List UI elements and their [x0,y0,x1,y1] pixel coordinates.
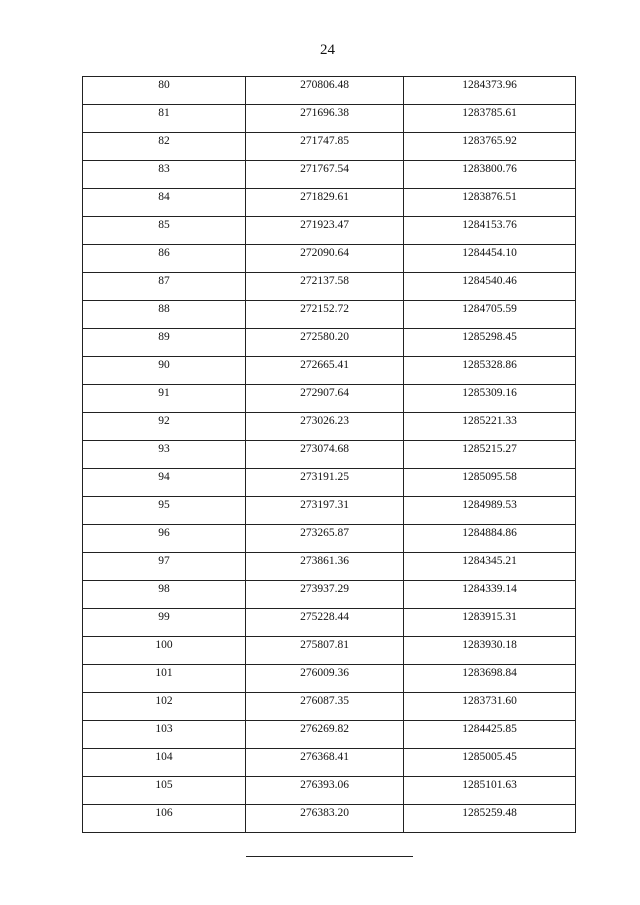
table-row [83,413,576,441]
y-coordinate-cell: 1285221.33 [404,413,576,441]
y-coordinate-cell: 1283876.51 [404,189,576,217]
point-number-cell: 98 [83,581,246,609]
table-row [83,301,576,329]
point-number-cell: 100 [83,637,246,665]
table-row [83,749,576,777]
table-row [83,805,576,833]
point-number-cell: 83 [83,161,246,189]
point-number-cell: 92 [83,413,246,441]
x-coordinate-cell: 271767.54 [246,161,404,189]
x-coordinate-cell: 273861.36 [246,553,404,581]
table-row [83,329,576,357]
table-row [83,581,576,609]
table-row [83,469,576,497]
coordinates-table-body [83,77,576,833]
y-coordinate-cell: 1285328.86 [404,357,576,385]
page-number: 24 [320,42,335,58]
x-coordinate-cell: 271923.47 [246,217,404,245]
x-coordinate-cell: 271696.38 [246,105,404,133]
x-coordinate-cell: 276393.06 [246,777,404,805]
point-number-cell: 84 [83,189,246,217]
point-number-cell: 106 [83,805,246,833]
x-coordinate-cell: 273191.25 [246,469,404,497]
x-coordinate-cell: 273197.31 [246,497,404,525]
x-coordinate-cell: 275807.81 [246,637,404,665]
x-coordinate-cell: 273265.87 [246,525,404,553]
x-coordinate-cell: 270806.48 [246,77,404,105]
y-coordinate-cell: 1283915.31 [404,609,576,637]
table-row [83,189,576,217]
y-coordinate-cell: 1284153.76 [404,217,576,245]
point-number-cell: 93 [83,441,246,469]
table-row [83,245,576,273]
point-number-cell: 95 [83,497,246,525]
point-number-cell: 87 [83,273,246,301]
point-number-cell: 96 [83,525,246,553]
x-coordinate-cell: 275228.44 [246,609,404,637]
y-coordinate-cell: 1285005.45 [404,749,576,777]
table-row [83,721,576,749]
y-coordinate-cell: 1284339.14 [404,581,576,609]
x-coordinate-cell: 276269.82 [246,721,404,749]
point-number-cell: 97 [83,553,246,581]
table-row [83,441,576,469]
table-row [83,161,576,189]
point-number-cell: 103 [83,721,246,749]
y-coordinate-cell: 1285259.48 [404,805,576,833]
x-coordinate-cell: 276368.41 [246,749,404,777]
footer-rule [246,856,413,857]
x-coordinate-cell: 271747.85 [246,133,404,161]
y-coordinate-cell: 1285215.27 [404,441,576,469]
table-row [83,693,576,721]
y-coordinate-cell: 1284884.86 [404,525,576,553]
table-row [83,105,576,133]
y-coordinate-cell: 1284705.59 [404,301,576,329]
y-coordinate-cell: 1284989.53 [404,497,576,525]
point-number-cell: 81 [83,105,246,133]
table-row [83,357,576,385]
y-coordinate-cell: 1284540.46 [404,273,576,301]
x-coordinate-cell: 272152.72 [246,301,404,329]
x-coordinate-cell: 273026.23 [246,413,404,441]
point-number-cell: 90 [83,357,246,385]
table-row [83,385,576,413]
x-coordinate-cell: 272090.64 [246,245,404,273]
y-coordinate-cell: 1283731.60 [404,693,576,721]
x-coordinate-cell: 276087.35 [246,693,404,721]
y-coordinate-cell: 1284425.85 [404,721,576,749]
x-coordinate-cell: 272580.20 [246,329,404,357]
table-row [83,609,576,637]
table-row [83,553,576,581]
table-row [83,273,576,301]
table-row [83,77,576,105]
y-coordinate-cell: 1284373.96 [404,77,576,105]
y-coordinate-cell: 1284345.21 [404,553,576,581]
y-coordinate-cell: 1285298.45 [404,329,576,357]
table-row [83,217,576,245]
point-number-cell: 80 [83,77,246,105]
point-number-cell: 91 [83,385,246,413]
x-coordinate-cell: 272907.64 [246,385,404,413]
y-coordinate-cell: 1285101.63 [404,777,576,805]
table-row [83,133,576,161]
table-row [83,637,576,665]
table-row [83,777,576,805]
y-coordinate-cell: 1283785.61 [404,105,576,133]
point-number-cell: 102 [83,693,246,721]
point-number-cell: 88 [83,301,246,329]
point-number-cell: 105 [83,777,246,805]
point-number-cell: 99 [83,609,246,637]
point-number-cell: 89 [83,329,246,357]
table-row [83,525,576,553]
point-number-cell: 86 [83,245,246,273]
table-row [83,665,576,693]
x-coordinate-cell: 272137.58 [246,273,404,301]
x-coordinate-cell: 273074.68 [246,441,404,469]
point-number-cell: 85 [83,217,246,245]
coordinates-table [82,76,576,833]
y-coordinate-cell: 1283765.92 [404,133,576,161]
x-coordinate-cell: 273937.29 [246,581,404,609]
point-number-cell: 101 [83,665,246,693]
y-coordinate-cell: 1283930.18 [404,637,576,665]
y-coordinate-cell: 1283800.76 [404,161,576,189]
point-number-cell: 82 [83,133,246,161]
point-number-cell: 104 [83,749,246,777]
y-coordinate-cell: 1285095.58 [404,469,576,497]
x-coordinate-cell: 272665.41 [246,357,404,385]
x-coordinate-cell: 271829.61 [246,189,404,217]
y-coordinate-cell: 1285309.16 [404,385,576,413]
x-coordinate-cell: 276383.20 [246,805,404,833]
y-coordinate-cell: 1284454.10 [404,245,576,273]
point-number-cell: 94 [83,469,246,497]
x-coordinate-cell: 276009.36 [246,665,404,693]
y-coordinate-cell: 1283698.84 [404,665,576,693]
table-row [83,497,576,525]
